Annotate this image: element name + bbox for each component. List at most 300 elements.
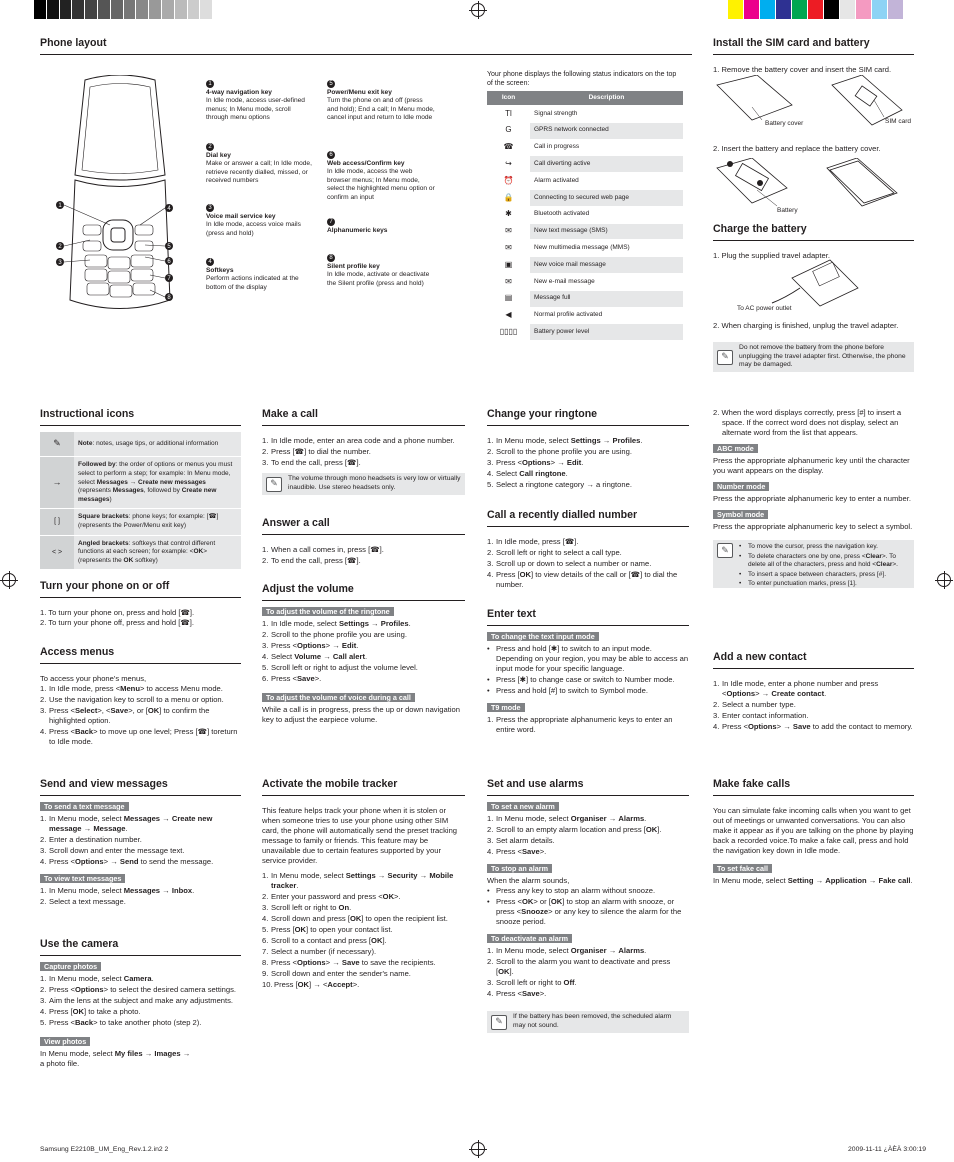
bold: OK: [297, 980, 310, 990]
bold: Save: [110, 706, 129, 716]
bold: Alarms: [618, 813, 645, 823]
text: Press <: [49, 1018, 75, 1028]
status-desc: Call in progress: [530, 139, 683, 156]
text: ].: [356, 458, 361, 467]
section-title: Activate the mobile tracker: [262, 778, 465, 796]
text: Press <: [722, 722, 748, 732]
tracker-section: [262, 778, 465, 991]
key-desc-3: [206, 204, 314, 238]
text: Press <: [496, 989, 522, 999]
svg-text:2: 2: [58, 244, 62, 250]
key-title: Alphanumeric keys: [327, 226, 388, 234]
step: Scroll down and enter the message text.: [49, 846, 185, 856]
color-bar-left: [34, 0, 226, 19]
color-swatch: [824, 0, 840, 19]
text: Press [: [49, 1007, 73, 1017]
section-title: Answer a call: [262, 517, 465, 535]
key-text: Make or answer a call; In Idle mode, retrieve recently dialled, missed, or received numbers: [206, 160, 312, 185]
text: →: [127, 478, 138, 486]
bold: Call ringtone: [519, 469, 566, 479]
subheading: View photos: [40, 1037, 90, 1046]
key-number: 2: [206, 143, 214, 151]
subheading: To stop an alarm: [487, 864, 552, 873]
bold: Back: [74, 727, 94, 737]
step: [262, 556, 465, 566]
color-swatch: [904, 0, 920, 19]
text: softkey): [133, 556, 158, 564]
bold: Mobile tracker: [271, 871, 454, 891]
bold: Back: [74, 1018, 94, 1028]
step: [40, 974, 241, 984]
text: : notes, usage tips, or additional information: [92, 439, 219, 447]
registration-mark-right: [937, 573, 951, 587]
status-desc: New text message (SMS): [530, 223, 683, 240]
text: Press <: [271, 674, 297, 684]
bold: Create new message: [49, 813, 213, 833]
step: [40, 1018, 241, 1028]
bold: Options: [747, 722, 777, 732]
steps: [40, 684, 241, 747]
hash-key-icon: #: [859, 408, 864, 417]
bullet: [739, 571, 910, 580]
subheading: To view text messages: [40, 874, 125, 883]
color-swatch: [136, 0, 149, 19]
color-swatch: [85, 0, 98, 19]
step: [40, 1007, 241, 1017]
bold: Edit: [566, 458, 582, 467]
key-number: 3: [206, 204, 214, 212]
note-bullets: [739, 543, 910, 590]
step: [262, 903, 465, 913]
step: [487, 814, 689, 824]
text: Press [: [274, 980, 298, 990]
svg-text:7: 7: [167, 276, 171, 282]
section-title: Enter text: [487, 608, 689, 626]
text: .: [408, 618, 411, 628]
bold: Followed by: [78, 461, 116, 469]
enter-text-section: [487, 608, 689, 736]
bold: OK: [498, 967, 510, 977]
col-icon-header: Icon: [487, 91, 530, 105]
text: : the order of options or menus you must select to perform a step; for example: In Menu mode, select: [78, 461, 233, 486]
dial-key-icon: ☎: [564, 536, 575, 546]
text: In Menu mode, select: [496, 813, 571, 823]
step: [487, 570, 689, 590]
text: Press [: [271, 925, 295, 935]
text: Enter your password and press <: [271, 892, 383, 902]
key-number: 7: [327, 218, 335, 226]
text: ] to stop an alarm with snooze, or press <: [496, 897, 675, 917]
view-photos-text: [40, 1049, 241, 1069]
text: > or any key to silence the alarm for the snooze period.: [496, 907, 682, 927]
step: Aim the lens at the subject and make any adjustments.: [49, 996, 234, 1005]
subheading: To adjust the volume of voice during a call: [262, 693, 415, 702]
step: [262, 674, 465, 684]
bold: OK: [193, 548, 204, 556]
status-indicators: [487, 70, 683, 341]
text: >.: [539, 847, 547, 857]
text: To end the call, press [: [271, 458, 347, 467]
bold: OK: [123, 556, 134, 564]
color-swatch: [200, 0, 213, 19]
registration-mark-bottom: [471, 1142, 485, 1156]
key-title: 4-way navigation key: [206, 88, 272, 96]
text: In Idle mode, enter a phone number and press <: [722, 678, 879, 698]
bold: Settings: [570, 435, 601, 445]
text: >, <: [97, 706, 111, 716]
dial-key-icon: ☎: [630, 570, 641, 580]
text: > to access Menu mode.: [139, 683, 223, 693]
bold: OK: [645, 824, 658, 834]
status-desc: Battery power level: [530, 324, 683, 341]
text: ] to confirm the highlighted option.: [49, 706, 210, 726]
subheading: Capture photos: [40, 962, 101, 971]
text: Press [: [271, 446, 295, 456]
text: →: [160, 886, 172, 896]
color-swatch: [792, 0, 808, 19]
note-text: Do not remove the battery from the phone before unplugging the travel adapter first. Otherwise, the phone may be damaged.: [739, 343, 906, 369]
make-call-section: [262, 408, 465, 495]
key-desc-4: [206, 258, 314, 292]
status-desc: Connecting to secured web page: [530, 189, 683, 206]
section-title: Turn your phone on or off: [40, 580, 241, 598]
sim-section: [713, 37, 914, 75]
step: [487, 469, 689, 479]
charge-step2: 2. When charging is finished, unplug the travel adapter.: [713, 321, 899, 330]
text: ].: [882, 570, 887, 578]
text: ].: [657, 824, 662, 834]
alarms-section: [487, 778, 689, 1033]
text: Scroll to an empty alarm location and press [: [496, 824, 646, 834]
subheading: Number mode: [713, 482, 769, 491]
text: > →: [325, 641, 342, 650]
bluetooth-icon: ✱: [487, 206, 530, 223]
key-text: In Idle mode, access voice mails (press and hold): [206, 221, 301, 237]
step: [487, 989, 689, 999]
text: ): [109, 495, 112, 503]
sim-step1: 1. Remove the battery cover and insert the SIM card.: [713, 64, 892, 74]
bold: Inbox: [171, 886, 193, 896]
text: 2. When the word displays correctly, press [: [713, 408, 860, 417]
text: .: [824, 688, 827, 698]
color-swatch: [34, 0, 47, 19]
step: [40, 706, 241, 726]
text: ] to dial the number.: [496, 570, 678, 590]
color-swatch: [47, 0, 60, 19]
svg-text:1: 1: [58, 203, 62, 209]
step: Select a text message.: [49, 897, 126, 907]
steps: [487, 537, 689, 590]
bold: Create new messages: [138, 478, 206, 486]
step: [40, 886, 241, 896]
step: [487, 458, 689, 468]
bullet: [487, 675, 689, 685]
step: [40, 727, 241, 747]
bold: Save: [341, 958, 360, 968]
text: ] toreturn to Idle mode.: [49, 727, 238, 747]
text: ] to dial the number.: [304, 446, 371, 456]
bold: Messages: [123, 886, 161, 896]
bullets: [487, 886, 689, 927]
text: In Menu mode, select: [271, 871, 346, 881]
text: In Menu mode, select: [496, 946, 571, 956]
bullet: [739, 553, 910, 570]
text: Select: [271, 652, 295, 662]
text: ] (represents the Power/Menu exit key): [78, 513, 219, 529]
color-swatch: [111, 0, 124, 19]
bold: Setting: [787, 876, 814, 886]
text: .: [125, 823, 128, 833]
status-desc: Normal profile activated: [530, 307, 683, 324]
bold: Messages: [96, 478, 128, 486]
bold: Fake call: [878, 876, 911, 886]
note-icon: ✎: [266, 477, 282, 492]
charge-section: [713, 223, 914, 261]
text: ].: [509, 967, 514, 977]
text: To delete characters one by one, press <: [748, 552, 866, 560]
step: [40, 814, 241, 834]
phone-illustration: [55, 75, 185, 320]
profile-icon: ◀: [487, 307, 530, 324]
step: [262, 892, 465, 902]
icon-desc: [74, 457, 241, 509]
step: [262, 980, 465, 990]
key-number: 1: [206, 80, 214, 88]
text: In Menu mode, select: [40, 1049, 115, 1059]
bold: Profiles: [380, 618, 409, 628]
bold: OK: [550, 897, 563, 907]
bold: Options: [521, 458, 551, 467]
power-key-icon: ☎: [346, 555, 357, 565]
bold: Square brackets: [78, 513, 129, 521]
text: ] to open your contact list.: [306, 925, 393, 935]
text: Press <: [271, 641, 297, 650]
text: ] → <: [309, 980, 328, 990]
step: In Idle mode, enter an area code and a phone number.: [271, 435, 455, 445]
key-text: Perform actions indicated at the bottom of the display: [206, 275, 299, 291]
text: Press [: [496, 570, 520, 580]
subheading: ABC mode: [713, 444, 758, 453]
step: [487, 978, 689, 988]
key-title: Voice mail service key: [206, 212, 276, 220]
step: [262, 914, 465, 924]
color-swatch: [776, 0, 792, 19]
bold: Save: [521, 989, 540, 999]
bold: Messages: [112, 487, 144, 495]
messages-section: [40, 778, 241, 908]
step: [262, 925, 465, 935]
subheading: To set a new alarm: [487, 802, 559, 811]
intro: To access your phone's menus,: [40, 673, 147, 683]
text: : phone keys; for example: [: [128, 513, 209, 521]
bold: Options: [74, 857, 104, 867]
camera-section: [40, 938, 241, 1069]
bold: My files: [114, 1049, 143, 1059]
text: .: [574, 978, 577, 988]
step: Scroll up or down to select a number or name.: [496, 559, 652, 568]
bold: Save: [296, 674, 315, 684]
color-swatch: [149, 0, 162, 19]
footer-right: 2009-11-11 ¿ÀÈÄ 3:00:19: [848, 1146, 926, 1153]
t9-continued: [713, 408, 914, 588]
bold: OK: [72, 1007, 85, 1017]
text: .: [365, 652, 368, 662]
bold: Images: [154, 1049, 181, 1059]
text: >.: [539, 989, 547, 999]
message-full-icon: ▤: [487, 290, 530, 307]
registration-mark-left: [2, 573, 16, 587]
steps: [487, 814, 689, 857]
step: [487, 825, 689, 835]
section-title: Adjust the volume: [262, 583, 465, 601]
step: [487, 436, 689, 446]
text: .: [640, 435, 643, 445]
svg-text:3: 3: [58, 260, 62, 266]
battery-label: Battery: [777, 207, 798, 214]
bold: Camera: [123, 973, 152, 983]
text: →: [160, 813, 172, 823]
step: Select a number type.: [722, 700, 796, 709]
text: ].: [356, 555, 361, 565]
text: To insert a space between characters, press [: [748, 570, 879, 578]
text: to save the recipients.: [359, 958, 436, 968]
steps: [262, 871, 465, 990]
bold: Save: [521, 847, 540, 857]
text: >.: [892, 561, 898, 569]
bold: Clear: [876, 561, 893, 569]
text: Press <: [496, 847, 522, 857]
bold: OK: [147, 706, 160, 716]
text: →: [606, 813, 619, 823]
step: [262, 936, 465, 946]
battery-icon: ▯▯▯▯: [487, 324, 530, 341]
text: 1. To turn your phone on, press and hold [: [40, 607, 181, 617]
color-swatch: [760, 0, 776, 19]
hash-key-icon: #: [878, 570, 883, 578]
text: In Idle mode, press <: [49, 683, 121, 693]
paragraph: Press the appropriate alphanumeric key to select a symbol.: [713, 522, 913, 532]
arrow-icon: →: [40, 457, 74, 509]
text: Press [: [496, 675, 520, 685]
star-key-icon: ✱: [550, 643, 558, 653]
text: > →: [550, 458, 567, 467]
text: > →: [325, 958, 342, 968]
bold: Application: [825, 876, 867, 886]
note-icon: ✎: [491, 1015, 507, 1030]
turn-on-line: [40, 608, 241, 618]
bold: Menu: [120, 683, 140, 693]
text: Scroll down and press [: [271, 914, 350, 924]
charge-note: [713, 342, 914, 372]
svg-text:6: 6: [167, 259, 171, 265]
power-key-icon: ☎: [180, 617, 190, 627]
text: Press and hold [: [496, 686, 551, 696]
step: [40, 857, 241, 867]
note-icon: ✎: [40, 432, 74, 457]
color-swatch: [72, 0, 85, 19]
text: > or [: [533, 897, 551, 907]
text: 2. To turn your phone off, press and hold [: [40, 617, 181, 627]
bullet: • To move the cursor, press the navigation key.: [739, 543, 910, 552]
bold: Organiser: [570, 946, 607, 956]
mms-icon: ✉: [487, 240, 530, 257]
bullets: [487, 644, 689, 696]
bold: Angled brackets: [78, 539, 129, 547]
text: > to move up one level; Press [: [93, 727, 198, 737]
charge-step1: 1. Plug the supplied travel adapter.: [713, 250, 830, 260]
text: Select: [496, 469, 520, 479]
bold: Note: [78, 439, 93, 447]
text: .: [356, 641, 359, 650]
bullet: [487, 644, 689, 674]
section-title: Call a recently dialled number: [487, 509, 689, 527]
star-key-icon: ✱: [519, 675, 527, 685]
bold: Settings: [345, 871, 376, 881]
bullet: [487, 686, 689, 696]
steps: [487, 946, 689, 999]
subheading: To set fake call: [713, 864, 772, 873]
text: .: [296, 881, 299, 891]
text: To end the call, press [: [271, 555, 347, 565]
key-number: 5: [327, 80, 335, 88]
text: >. To delete all of the characters, press and hold <: [748, 552, 897, 569]
svg-text:8: 8: [167, 295, 171, 301]
steps: [40, 814, 241, 867]
text: Press <: [496, 897, 522, 907]
text: > →: [103, 857, 120, 867]
step: Select a ringtone category → a ringtone.: [496, 480, 632, 490]
status-desc: New voice mail message: [530, 257, 683, 274]
paragraph: You can simulate fake incoming calls when you want to get out of meetings or unwanted conversations. You can also make it appear as if you are talking on the phone by playing back a recorded voice.To make a fake call, press and hold the navigation key down in Idle mode.: [713, 805, 914, 856]
status-desc: New multimedia message (MMS): [530, 240, 683, 257]
step: Use the navigation key to scroll to a menu or option.: [49, 695, 224, 704]
fake-call-step: [713, 876, 914, 886]
text: ] to view details of the call or [: [531, 570, 631, 580]
bold: Profiles: [612, 435, 641, 445]
bold: Off: [563, 978, 575, 988]
color-swatch: [888, 0, 904, 19]
access-menus-section: [40, 646, 241, 748]
bold: OK: [521, 897, 534, 907]
step2: [713, 408, 914, 438]
step: [487, 957, 689, 977]
key-title: Softkeys: [206, 266, 234, 274]
step: Select a number (if necessary).: [271, 947, 377, 957]
text: In Idle mode, select: [271, 618, 339, 628]
text: →: [81, 823, 94, 833]
text: : softkeys that control different functions at each screen; for example: <: [78, 539, 216, 556]
bold: Select: [74, 706, 98, 716]
subheading: To deactivate an alarm: [487, 934, 572, 943]
step: [262, 545, 465, 555]
sms-icon: ✉: [487, 223, 530, 240]
step: [713, 679, 914, 699]
angle-brackets-icon: < >: [40, 535, 74, 570]
key-title: Web access/Confirm key: [327, 159, 405, 167]
status-desc: Signal strength: [530, 105, 683, 122]
text: In Menu mode, select: [49, 973, 124, 983]
key-title: Dial key: [206, 151, 231, 159]
text: .: [644, 813, 647, 823]
text: > (represents the: [78, 548, 207, 564]
icon-desc: [74, 509, 241, 535]
text: >.: [314, 674, 322, 684]
section-title: Change your ringtone: [487, 408, 689, 426]
icon-table: [40, 432, 241, 570]
key-text: Turn the phone on and off (press and hold); End a call; In Menu mode, cancel input and return to Idle mode: [327, 97, 435, 122]
text: >, or [: [128, 706, 148, 716]
section-title: Install the SIM card and battery: [713, 37, 914, 55]
